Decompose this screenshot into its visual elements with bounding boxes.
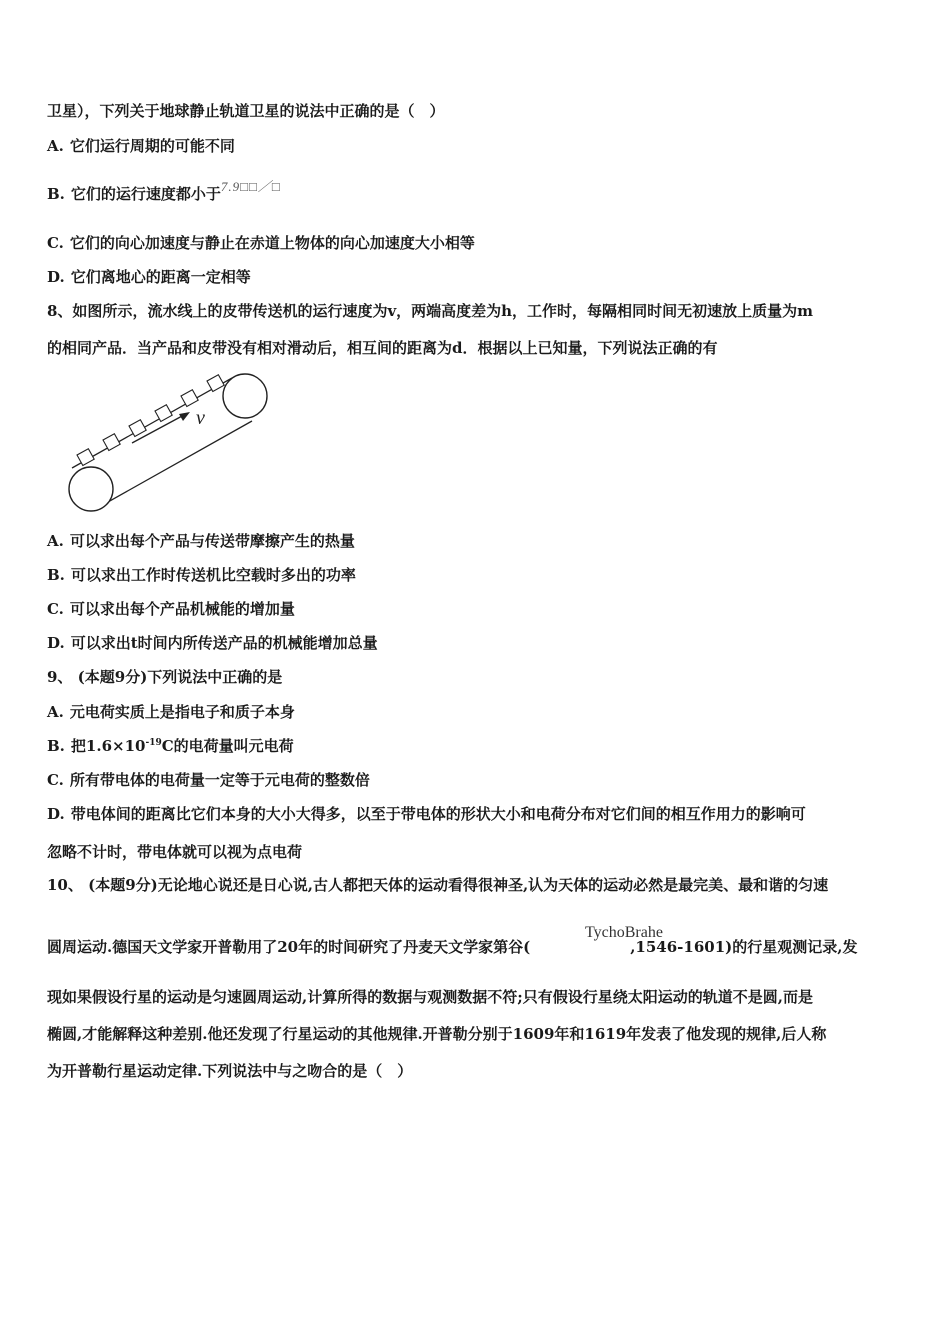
q8-stem-line2: 的相同产品．当产品和皮带没有相对滑动后，相互间的距离为d．根据以上已知量，下列说法正确的有 xyxy=(47,339,718,357)
option-letter: B. xyxy=(47,737,65,755)
bottom-roller xyxy=(69,467,113,511)
option-letter: A. xyxy=(47,532,64,550)
speed-formula-image: 7.9□□／□ xyxy=(220,179,281,194)
option-letter: A. xyxy=(47,703,64,721)
option-text: 它们离地心的距离一定相等 xyxy=(70,268,251,286)
q8-option-b xyxy=(47,565,356,585)
product-box xyxy=(207,375,224,392)
option-letter: D. xyxy=(47,268,65,286)
q7-option-d xyxy=(47,267,251,287)
top-roller xyxy=(223,374,267,418)
option-text: 元电荷实质上是指电子和质子本身 xyxy=(69,703,295,721)
option-text: 可以求出每个产品机械能的增加量 xyxy=(69,600,295,618)
product-box xyxy=(77,449,94,466)
product-box xyxy=(103,434,120,451)
option-letter: B. xyxy=(47,185,65,203)
q8-option-a xyxy=(47,531,355,551)
product-box xyxy=(155,405,172,422)
q10-line2-before: 圆周运动.德国天文学家开普勒用了20年的时间研究了丹麦天文学家第谷( xyxy=(47,938,531,956)
option-text-before: 把1.6×10 xyxy=(70,737,146,755)
q10-line2 xyxy=(47,937,857,957)
option-text: 它们的向心加速度与静止在赤道上物体的向心加速度大小相等 xyxy=(69,234,475,252)
option-text: 所有带电体的电荷量一定等于元电荷的整数倍 xyxy=(69,771,370,789)
q9-option-d xyxy=(47,804,806,824)
option-text-line1: 带电体间的距离比它们本身的大小大得多，以至于带电体的形状大小和电荷分布对它们间的相互作用力的影响可 xyxy=(70,805,806,823)
option-letter: C. xyxy=(47,234,64,252)
q7-option-c xyxy=(47,233,475,253)
q10-line3: 现如果假设行星的运动是匀速圆周运动,计算所得的数据与观测数据不符;只有假设行星绕太阳运动的轨道不是圆,而是 xyxy=(47,988,813,1006)
conveyor-belt-figure xyxy=(62,368,276,516)
option-text: 可以求出t时间内所传送产品的机械能增加总量 xyxy=(70,634,378,652)
q7-option-b xyxy=(47,179,281,205)
q10-line1: 10、 (本题9分)无论地心说还是日心说,古人都把天体的运动看得很神圣,认为天体的运动必然是最完美、最和谐的匀速 xyxy=(47,876,829,894)
q10-line2-after: ,1546-1601)的行星观测记录,发 xyxy=(630,938,858,956)
option-text: 可以求出每个产品与传送带摩擦产生的热量 xyxy=(69,532,355,550)
velocity-arrow-head xyxy=(179,412,190,421)
q10-line5: 为开普勒行星运动定律.下列说法中与之吻合的是（ ） xyxy=(47,1062,413,1080)
option-text: 它们的运行速度都小于 xyxy=(70,185,221,203)
option-letter: D. xyxy=(47,634,65,652)
q10-line4: 椭圆,才能解释这种差别.他还发现了行星运动的其他规律.开普勒分别于1609年和1619年发表了他发现的规律,后人称 xyxy=(47,1025,827,1043)
q8-stem-line1: 8、如图所示，流水线上的皮带传送机的运行速度为v，两端高度差为h，工作时，每隔相同时间无初速放上质量为m xyxy=(47,302,813,320)
q8-option-c xyxy=(47,599,295,619)
q8-option-d xyxy=(47,633,378,653)
q7-stem-tail: 卫星），下列关于地球静止轨道卫星的说法中正确的是（ ） xyxy=(47,102,445,120)
q9-option-c xyxy=(47,770,370,790)
product-box xyxy=(181,390,198,407)
q9-stem: 9、 (本题9分)下列说法中正确的是 xyxy=(47,668,283,686)
exponent-superscript: -19 xyxy=(145,738,162,748)
option-letter: C. xyxy=(47,771,64,789)
option-letter: A. xyxy=(47,137,64,155)
q9-option-a xyxy=(47,702,295,722)
option-letter: B. xyxy=(47,566,65,584)
q7-option-a xyxy=(47,136,235,156)
belt-top-edge xyxy=(72,378,232,468)
q9-option-d-continued: 忽略不计时，带电体就可以视为点电荷 xyxy=(47,843,303,861)
q9-option-b xyxy=(47,736,294,759)
belt-bottom-edge xyxy=(92,421,252,511)
velocity-label: v xyxy=(196,407,205,429)
tycho-brahe-name: TychoBrahe xyxy=(585,924,663,941)
option-text: 可以求出工作时传送机比空载时多出的功率 xyxy=(70,566,356,584)
option-letter: C. xyxy=(47,600,64,618)
option-text-after: C的电荷量叫元电荷 xyxy=(161,737,294,755)
option-text: 它们运行周期的可能不同 xyxy=(69,137,235,155)
option-letter: D. xyxy=(47,805,65,823)
